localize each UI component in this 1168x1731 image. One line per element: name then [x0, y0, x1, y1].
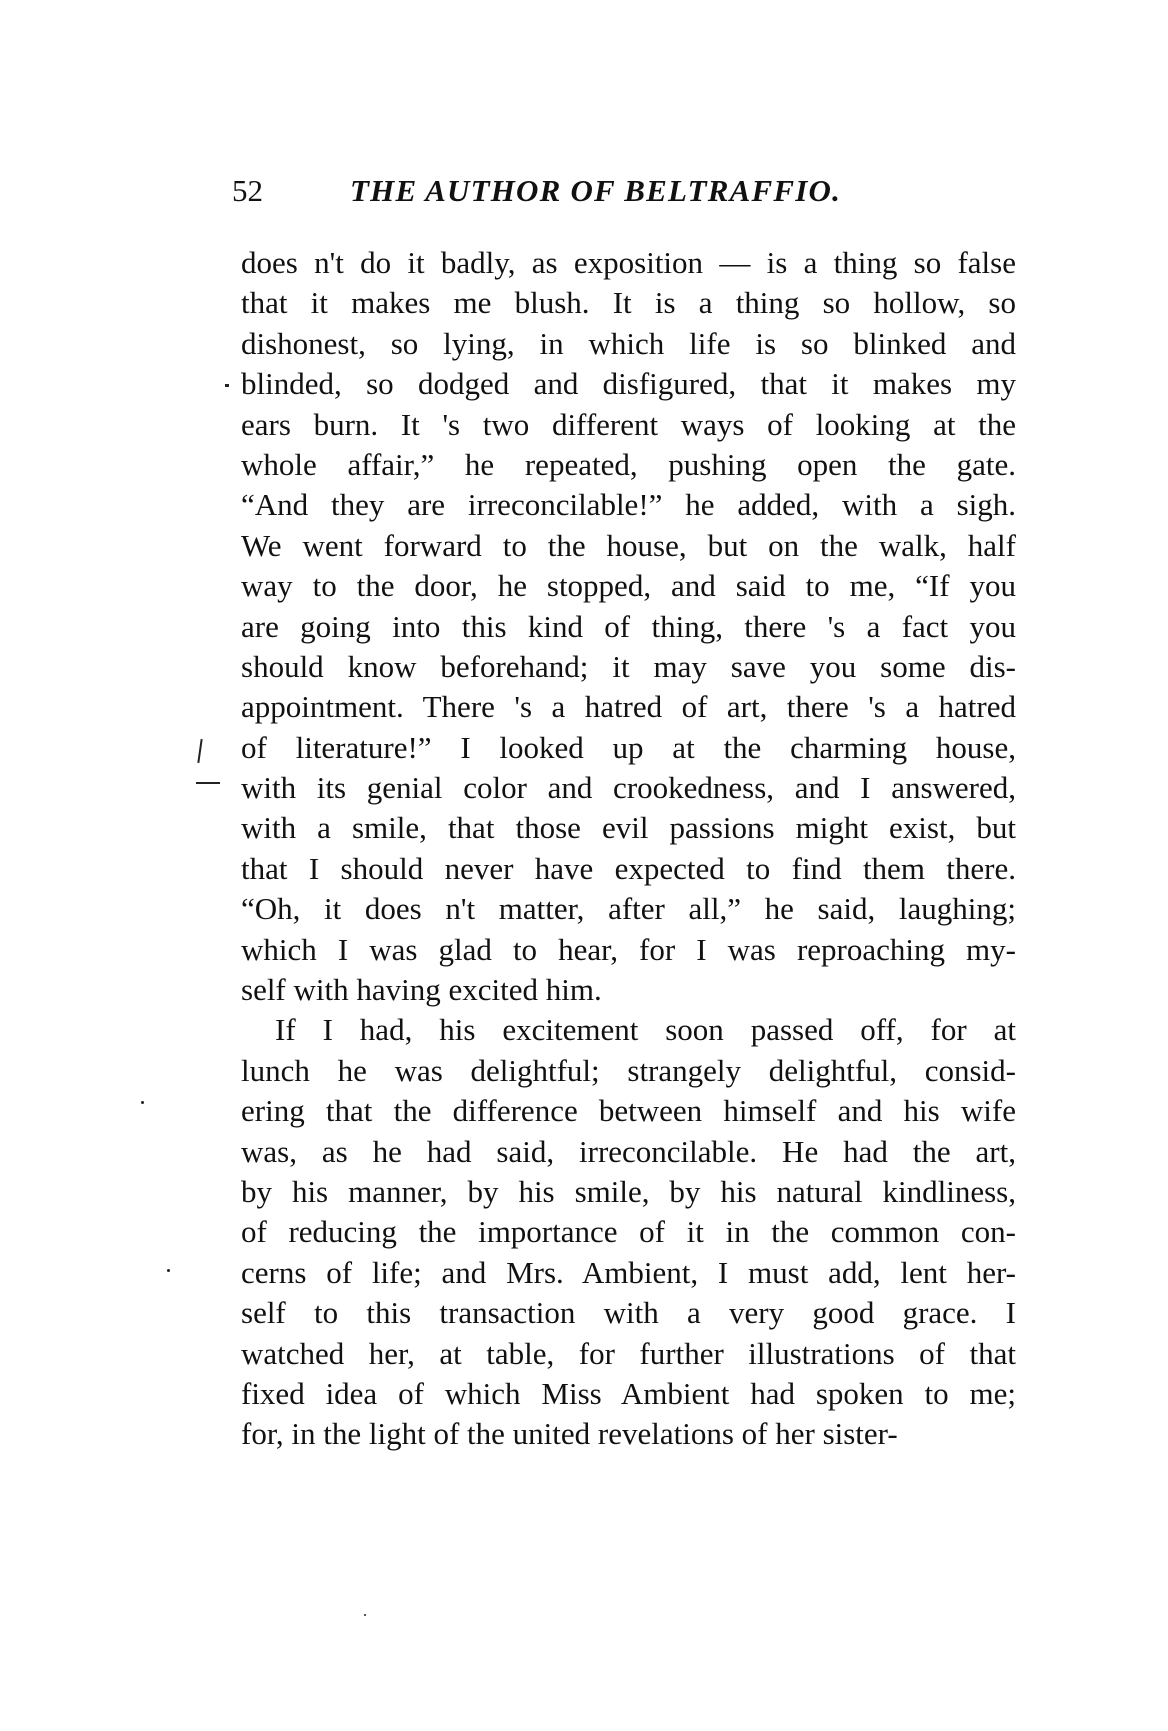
text-line: should know beforehand; it may save you some dis-: [241, 648, 1016, 684]
text-line: appointment. There 's a hatred of art, there 's a hatred: [241, 689, 1016, 725]
paragraph-end-line: self with having excited him.: [241, 972, 602, 1008]
text-line: dishonest, so lying, in which life is so blinked and: [241, 325, 1016, 361]
text-line: was, as he had said, irreconcilable. He had the art,: [241, 1133, 1016, 1169]
text-line: for, in the light of the united revelations of her sister-: [241, 1416, 898, 1452]
running-head: THE AUTHOR OF BELTRAFFIO.: [350, 173, 842, 208]
text-line: “Oh, it does n't matter, after all,” he said, laughing;: [241, 891, 1016, 927]
text-line: fixed idea of which Miss Ambient had spoken to me;: [241, 1375, 1016, 1411]
print-dot: [141, 1101, 144, 1104]
text-line: lunch he was delightful; strangely delightful, consid-: [241, 1052, 1016, 1088]
text-line: “And they are irreconcilable!” he added, with a sigh.: [241, 487, 1016, 523]
text-line: ering that the difference between himself and his wife: [241, 1093, 1016, 1129]
print-dot: [364, 1614, 366, 1616]
text-line: self to this transaction with a very good grace. I: [241, 1295, 1016, 1331]
print-speck: [225, 384, 229, 387]
page-header: [232, 170, 1052, 212]
text-line: which I was glad to hear, for I was reproaching my-: [241, 931, 1016, 967]
text-line: does n't do it badly, as exposition — is a thing so false: [241, 245, 1016, 280]
text-line: with a smile, that those evil passions might exist, but: [241, 810, 1016, 846]
text-line: by his manner, by his smile, by his natural kindliness,: [241, 1173, 1016, 1209]
text-line: are going into this kind of thing, there 's a fact you: [241, 608, 1016, 644]
text-line: of literature!” I looked up at the charming house,: [241, 729, 1016, 765]
margin-stroke: [197, 739, 202, 763]
page-number: 52: [232, 173, 263, 208]
text-line: We went forward to the house, but on the walk, half: [241, 527, 1016, 563]
text-line: that it makes me blush. It is a thing so hollow, so: [241, 285, 1016, 321]
margin-dash: [196, 782, 220, 784]
print-dot: [167, 1269, 170, 1272]
text-line: cerns of life; and Mrs. Ambient, I must add, lent her-: [241, 1254, 1016, 1290]
text-line: watched her, at table, for further illustrations of that: [241, 1335, 1016, 1371]
paragraph-start-line: If I had, his excitement soon passed off, for at: [275, 1012, 1016, 1048]
text-line: that I should never have expected to find them there.: [241, 850, 1016, 886]
text-line: with its genial color and crookedness, and I answered,: [241, 770, 1016, 806]
text-line: of reducing the importance of it in the common con-: [241, 1214, 1016, 1250]
text-line: blinded, so dodged and disfigured, that it makes my: [241, 366, 1016, 402]
text-line: ears burn. It 's two different ways of looking at the: [241, 406, 1016, 442]
text-line: whole affair,” he repeated, pushing open the gate.: [241, 446, 1016, 482]
body-text: [241, 243, 1016, 1455]
text-line: way to the door, he stopped, and said to me, “If you: [241, 568, 1016, 604]
